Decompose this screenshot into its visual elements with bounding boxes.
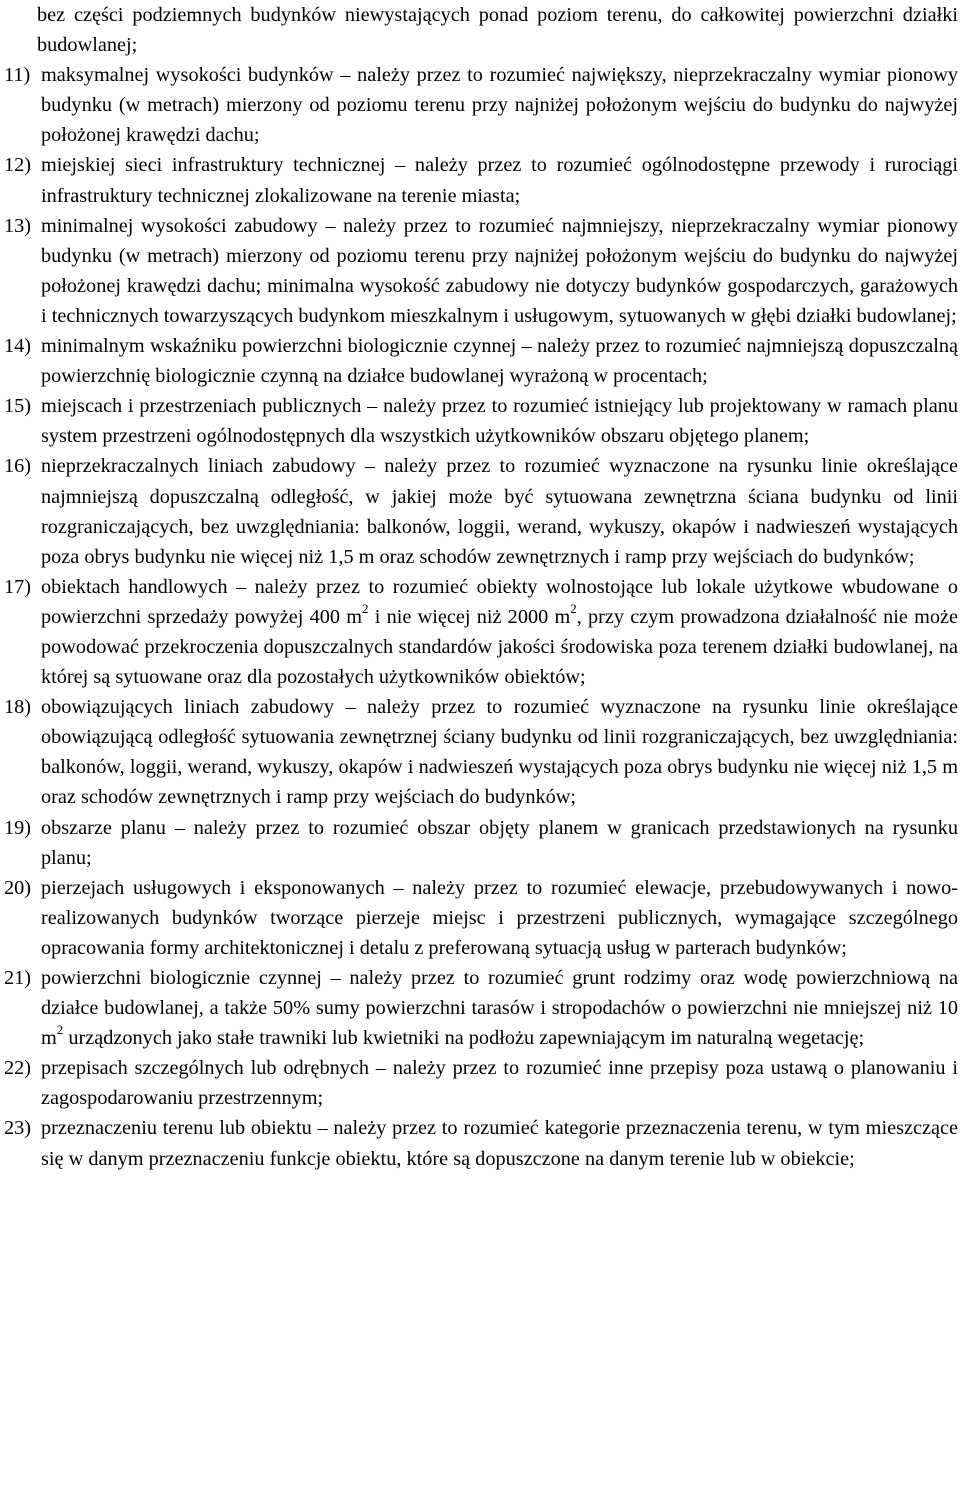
item-number: 16) xyxy=(4,455,32,478)
definition-item-19 xyxy=(4,813,958,873)
item-number: 22) xyxy=(4,1057,32,1080)
definition-item-18 xyxy=(4,692,958,812)
definition-item-23 xyxy=(4,1113,958,1173)
item-text-part-a: obiektach handlowych – należy przez to rozumieć obiekty wolnostojące lub lokale użytkowe wbudowane o powierzchni sprzedaży powyżej 400 m xyxy=(41,575,958,628)
item-number: 14) xyxy=(4,335,32,358)
definition-item-21 xyxy=(4,963,958,1053)
item-number: 17) xyxy=(4,575,32,598)
definition-item-17 xyxy=(4,572,958,692)
definition-item-11 xyxy=(4,60,958,150)
item-text: nieprzekraczalnych liniach zabudowy – należy przez to rozumieć wyznaczone na rysunku linie określające najmniejszą dopuszczalną odległość, w jakiej może być sytuowana zewnętrzna ściana budynku od linii rozgraniczających, bez uwzględniania: balkonów, loggii, werand, wykuszy, okapów i nadwieszeń wystających poza obrys budynku nie więcej niż 1,5 m oraz schodów zewnętrznych i ramp przy wejściach do budynków; xyxy=(41,455,958,568)
item-text: minimalnym wskaźniku powierzchni biologicznie czynnej – należy przez to rozumieć najmniejszą dopuszczalną powierzchnię biologicznie czynną na działce budowlanej wyrażoną w procentach; xyxy=(41,335,958,388)
item-number: 15) xyxy=(4,395,32,418)
item-text-part-c: , przy czym prowadzona działalność nie może powodować przekroczenia dopuszczalnych standardów jakości środowiska poza terenem działki budowlanej, na której są sytuowane oraz dla pozostałych użytkowników obiektów; xyxy=(41,605,959,689)
superscript-2: 2 xyxy=(570,601,577,617)
item-number: 18) xyxy=(4,696,32,719)
item-number: 23) xyxy=(4,1117,32,1140)
item-number: 21) xyxy=(4,967,32,989)
item-text: miejskiej sieci infrastruktury technicznej – należy przez to rozumieć ogólnodostępne przewody i rurociągi infrastruktury technicznej zlokalizowane na terenie miasta; xyxy=(41,154,958,207)
superscript-2: 2 xyxy=(56,1022,64,1038)
item-number: 11) xyxy=(4,64,31,87)
item-text: przeznaczeniu terenu lub obiektu – należy przez to rozumieć kategorie przeznaczenia terenu, w tym mieszczące się w danym przeznaczeniu funkcje obiektu, które są dopuszczone na danym terenie lub w obiekcie; xyxy=(41,1117,958,1170)
definition-item-16 xyxy=(4,451,958,571)
item-text: obszarze planu – należy przez to rozumieć obszar objęty planem w granicach przedstawionych na rysunku planu; xyxy=(41,816,958,869)
item-number: 20) xyxy=(4,876,32,899)
item-number: 13) xyxy=(4,214,32,237)
definition-item-15 xyxy=(4,391,958,451)
item-number: 19) xyxy=(4,816,32,839)
definition-item-14 xyxy=(4,331,958,391)
item-text-part-b: urządzonych jako stałe trawniki lub kwietniki na podłożu zapewniającym im naturalną wegetację; xyxy=(63,1027,865,1050)
definition-item-12 xyxy=(4,150,958,210)
superscript-2: 2 xyxy=(362,601,369,617)
item-text: minimalnej wysokości zabudowy – należy przez to rozumieć najmniejszy, nieprzekraczalny wymiar pionowy budynku (w metrach) mierzony od poziomu terenu przy najniżej położonym wejściu do budynku do najwyżej położonej krawędzi dachu; minimalna wysokość zabudowy nie dotyczy budynków gospodarczych, garażowych i technicznych towarzyszących budynkom mieszkalnym i usługowym, sytuowanych w głębi działki budowlanej; xyxy=(41,214,958,327)
item-text: obowiązujących liniach zabudowy – należy przez to rozumieć wyznaczone na rysunku linie określające obowiązującą odległość sytuowania zewnętrznej ściany budynku od linii rozgraniczających, bez uwzględniania: balkonów, loggii, werand, wykuszy, okapów i nadwieszeń wystających poza obrys budynku nie więcej niż 1,5 m oraz schodów zewnętrznych i ramp przy wejściach do budynków; xyxy=(41,696,958,809)
item-text: pierzejach usługowych i eksponowanych – należy przez to rozumieć elewacje, przebudowywanych i noworealizowanych budynków tworzące pierzeje miejsc i przestrzeni publicznych, wymagające szczególnego opracowania formy architektonicznej i detalu z preferowaną sytuacją usług w parterach budynków; xyxy=(41,876,958,959)
item-text: przepisach szczególnych lub odrębnych – należy przez to rozumieć inne przepisy poza ustawą o planowaniu i zagospodarowaniu przestrzennym; xyxy=(41,1057,958,1110)
item-number: 12) xyxy=(4,154,32,177)
item-text: miejscach i przestrzeniach publicznych – należy przez to rozumieć istniejący lub projektowany w ramach planu system przestrzeni ogólnodostępnych dla wszystkich użytkowników obszaru objętego planem; xyxy=(41,395,958,448)
definition-item-13 xyxy=(4,211,958,331)
item-text-part-b: i nie więcej niż 2000 m xyxy=(368,605,571,628)
definition-item-20 xyxy=(4,873,958,963)
item-text: maksymalnej wysokości budynków – należy przez to rozumieć największy, nieprzekraczalny wymiar pionowy budynku (w metrach) mierzony od poziomu terenu przy najniżej położonym wejściu do budynku do najwyżej położonej krawędzi dachu; xyxy=(41,64,958,147)
item-text-part-a: powierzchni biologicznie czynnej – należy przez to rozumieć grunt rodzimy oraz wodę powierzchniową na działce budowlanej, a także 50% sumy powierzchni tarasów i stropodachów o powierzchni nie mniejszej niż 10 m xyxy=(41,967,958,1050)
definition-item-22 xyxy=(4,1053,958,1113)
intro-paragraph: bez części podziemnych budynków niewystających ponad poziom terenu, do całkowitej powierzchni działki budowlanej; xyxy=(37,4,958,57)
